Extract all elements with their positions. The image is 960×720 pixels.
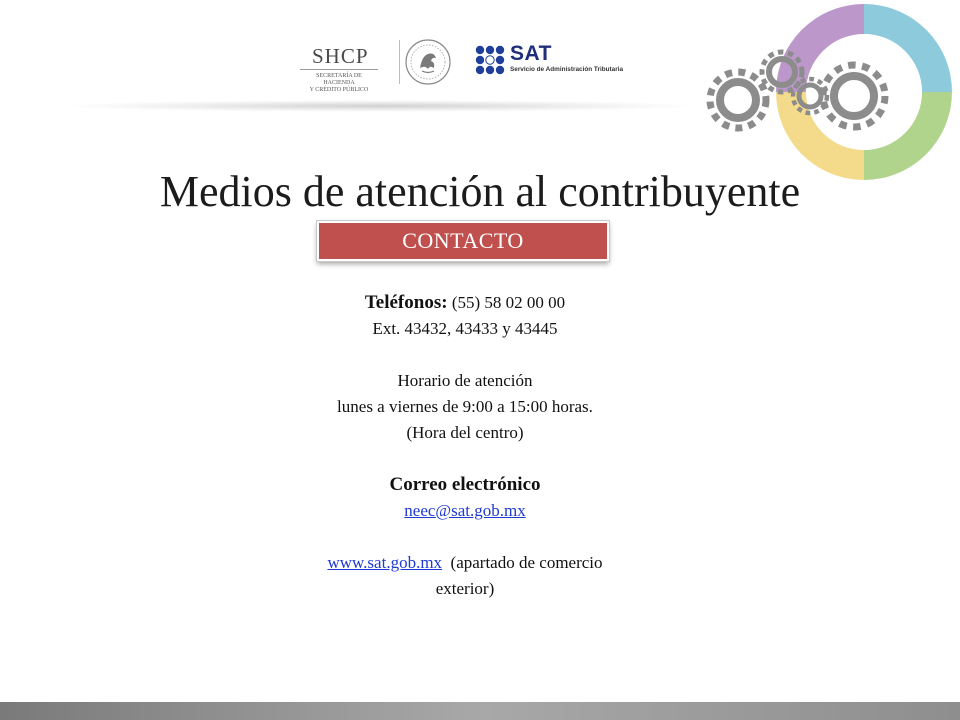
bottom-bar (0, 702, 960, 720)
header-shadow (60, 100, 700, 112)
phones-label: Teléfonos: (364, 292, 448, 313)
website-note-1: (apartado de comercio (450, 553, 603, 572)
shcp-logo-subtitle-line2: Y CRÉDITO PÚBLICO (309, 87, 369, 93)
logo-divider (399, 40, 400, 84)
sat-logo (474, 44, 654, 78)
spacer (180, 342, 750, 368)
schedule-label: Horario de atención (397, 371, 533, 390)
email-label: Correo electrónico (389, 474, 541, 495)
shcp-logo (300, 44, 390, 93)
spacer (180, 524, 750, 550)
extensions: Ext. 43432, 43433 y 43445 (372, 319, 558, 338)
schedule-days: lunes a viernes de 9:00 a 15:00 horas. (337, 397, 593, 416)
website-line (180, 550, 750, 576)
contact-badge-label: CONTACTO (402, 228, 524, 253)
schedule-zone: (Hora del centro) (406, 423, 524, 442)
phones-value: (55) 58 02 00 00 (451, 293, 566, 312)
website-note-2: exterior) (435, 579, 495, 598)
shcp-logo-subtitle (300, 73, 378, 94)
spacer (180, 446, 750, 472)
website-link[interactable]: www.sat.gob.mx (327, 553, 443, 572)
sat-logo-title: SAT (510, 42, 552, 65)
sat-logo-subtitle: Servicio de Administración Tributaria (510, 66, 624, 73)
email-link[interactable]: neec@sat.gob.mx (404, 501, 526, 520)
shcp-logo-rule (300, 69, 378, 70)
contact-info (180, 290, 750, 602)
shcp-logo-title: SHCP (312, 44, 369, 68)
sat-logo-icon (474, 44, 506, 76)
contact-badge (317, 221, 609, 261)
shcp-logo-subtitle-line1: SECRETARÍA DE HACIENDA (316, 73, 362, 86)
slide-title: Medios de atención al contribuyente (159, 167, 801, 216)
mexican-eagle-seal-icon (404, 38, 452, 86)
phones-line (180, 290, 750, 316)
